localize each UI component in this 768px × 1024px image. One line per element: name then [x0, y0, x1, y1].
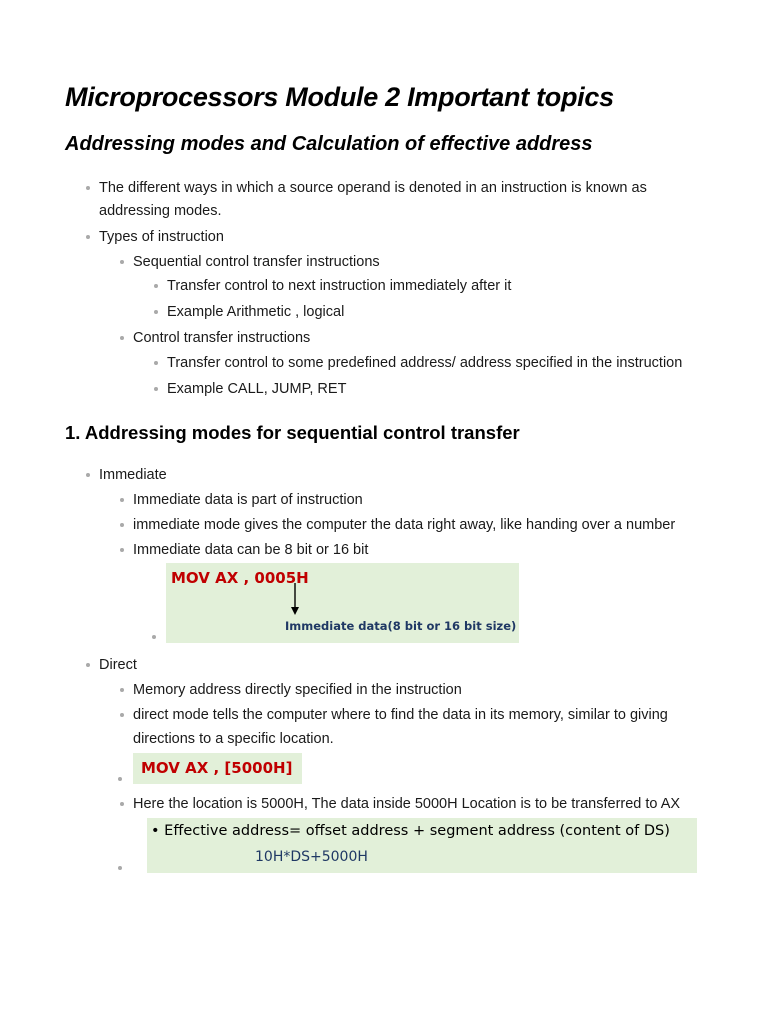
effective-address-expression: 10H*DS+5000H — [255, 849, 368, 865]
immediate-figure — [166, 563, 519, 643]
bullet-dot — [120, 498, 124, 502]
control-point: Example CALL, JUMP, RET — [167, 381, 347, 397]
bullet-dot — [154, 361, 158, 365]
bullet-dot — [120, 548, 124, 552]
bullet-dot — [154, 284, 158, 288]
bullet-dot — [154, 387, 158, 391]
effective-address-figure — [147, 818, 697, 873]
definition-text: The different ways in which a source operand is denoted in an instruction is known as — [99, 180, 647, 196]
bullet-dot — [120, 713, 124, 717]
bullet-dot — [120, 802, 124, 806]
definition-text-cont: addressing modes. — [99, 203, 222, 219]
immediate-point: Immediate data can be 8 bit or 16 bit — [133, 542, 369, 558]
direct-point: Memory address directly specified in the instruction — [133, 682, 462, 698]
sequential-point: Example Arithmetic , logical — [167, 304, 345, 320]
bullet-dot — [120, 523, 124, 527]
direct-figure — [133, 753, 302, 784]
sequential-label: Sequential control transfer instructions — [133, 254, 380, 270]
immediate-label: Immediate — [99, 467, 167, 483]
bullet-dot — [120, 688, 124, 692]
immediate-point: Immediate data is part of instruction — [133, 492, 363, 508]
bullet-dot — [86, 186, 90, 190]
bullet-dot — [120, 260, 124, 264]
bullet-dot — [86, 235, 90, 239]
bullet-dot — [120, 336, 124, 340]
control-point: Transfer control to some predefined address/ address specified in the instruction — [167, 355, 683, 371]
immediate-instruction: MOV AX , 0005H — [171, 569, 309, 587]
direct-point: direct mode tells the computer where to find the data in its memory, similar to giving — [133, 707, 668, 723]
direct-label: Direct — [99, 657, 137, 673]
direct-point-cont: directions to a specific location. — [133, 731, 334, 747]
bullet-dot — [86, 473, 90, 477]
bullet-dot — [118, 866, 122, 870]
page-subtitle: Addressing modes and Calculation of effective address — [65, 133, 593, 155]
section-heading: 1. Addressing modes for sequential control transfer — [65, 422, 520, 443]
types-label: Types of instruction — [99, 229, 224, 245]
sequential-point: Transfer control to next instruction immediately after it — [167, 278, 512, 294]
down-arrow-icon — [289, 583, 301, 617]
bullet-dot — [152, 635, 156, 639]
bullet-dot — [118, 777, 122, 781]
direct-instruction: MOV AX , [5000H] — [141, 759, 293, 777]
effective-address-formula: • Effective address= offset address + segment address (content of DS) — [151, 823, 670, 839]
control-label: Control transfer instructions — [133, 330, 311, 346]
bullet-dot — [86, 663, 90, 667]
location-note: Here the location is 5000H, The data inside 5000H Location is to be transferred to AX — [133, 796, 681, 812]
immediate-point: immediate mode gives the computer the data right away, like handing over a number — [133, 517, 676, 533]
immediate-annotation: Immediate data(8 bit or 16 bit size) — [285, 619, 517, 633]
page-title: Microprocessors Module 2 Important topics — [65, 82, 614, 112]
bullet-dot — [154, 310, 158, 314]
